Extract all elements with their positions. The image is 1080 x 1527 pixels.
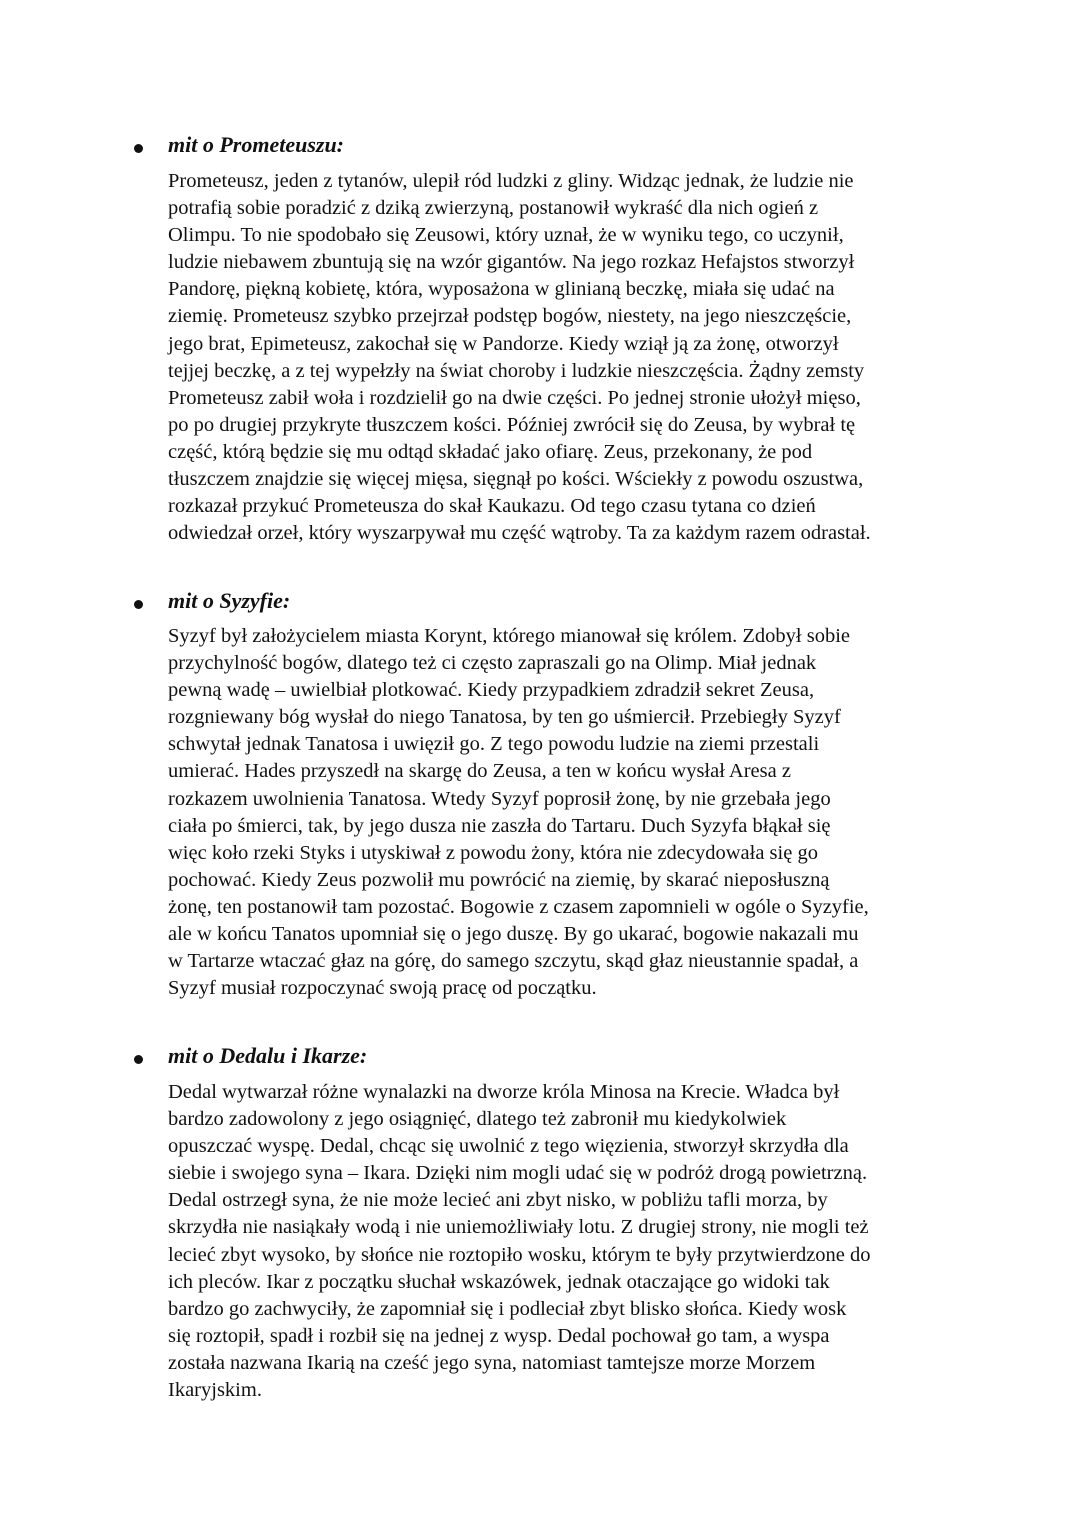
text-line: bardzo zadowolony z jego osiągnięć, dlatego też zabronił mu kiedykolwiek (168, 1108, 787, 1131)
text-line: więc koło rzeki Styks i utyskiwał z powodu żony, która nie zdecydowała się go (168, 841, 818, 864)
text-line: Dedal wytwarzał różne wynalazki na dworze króla Minosa na Krecie. Władca był (168, 1081, 840, 1103)
section-heading: mit o Syzyfie: (168, 588, 291, 613)
text-line: w Tartarze wtaczać głaz na górę, do samego szczytu, skąd głaz nieustannie spadał, a (168, 950, 859, 973)
text-line: umierać. Hades przyszedł na skargę do Zeusa, a ten w końcu wysłał Aresa z (168, 760, 791, 783)
text-line: bardzo go zachwyciły, że zapomniał się i podleciał zbyt blisko słońca. Kiedy wosk (168, 1297, 847, 1320)
text-line: Pandorę, piękną kobietę, która, wyposażona w glinianą beczkę, miała się udać na (168, 278, 835, 301)
text-line: potrafią sobie poradzić z dziką zwierzyną, postanowił wykraść dla nich ogień z (168, 197, 819, 220)
text-line: schwytał jednak Tanatosa i uwięził go. Z tego powodu ludzie na ziemi przestali (168, 733, 820, 756)
section-paragraph (168, 623, 998, 1002)
section-heading: mit o Prometeuszu: (168, 132, 345, 157)
text-line: skrzydła nie nasiąkały wodą i nie uniemożliwiały lotu. Z drugiej strony, nie mogli też (168, 1216, 869, 1239)
text-line: Olimpu. To nie spodobało się Zeusowi, który uznał, że w wyniku tego, co uczynił, (168, 224, 844, 247)
text-line: rozkazem uwolnienia Tanatosa. Wtedy Syzyf poprosił żonę, by nie grzebała jego (168, 787, 831, 810)
text-line: Prometeusz, jeden z tytanów, ulepił ród ludzki z gliny. Widząc jednak, że ludzie nie (168, 170, 854, 192)
text-line: Syzyf musiał rozpoczynać swoją pracę od początku. (168, 977, 597, 1000)
text-line: Syzyf był założycielem miasta Korynt, którego mianował się królem. Zdobył sobie (168, 625, 851, 647)
text-line: ale w końcu Tanatos upomniał się o jego duszę. By go ukarać, bogowie nakazali mu (168, 923, 859, 946)
section-paragraph (168, 1079, 998, 1404)
text-line: ciała po śmierci, tak, by jego dusza nie zaszła do Tartaru. Duch Syzyfa błąkał się (168, 814, 831, 837)
text-line: została nazwana Ikarią na cześć jego syna, natomiast tamtejsze morze Morzem (168, 1351, 816, 1374)
text-line: się roztopił, spadł i rozbił się na jednej z wysp. Dedal pochował go tam, a wyspa (168, 1324, 830, 1347)
text-line: ich pleców. Ikar z początku słuchał wskazówek, jednak otaczające go widoki tak (168, 1270, 830, 1293)
text-line: odwiedzał orzeł, który wyszarpywał mu część wątroby. Ta za każdym razem odrastał. (168, 522, 871, 545)
text-line: Prometeusz zabił woła i rozdzielił go na dwie części. Po jednej stronie ułożył mięso, (168, 386, 861, 409)
section-heading: mit o Dedalu i Ikarze: (168, 1043, 368, 1068)
text-line: opuszczać wyspę. Dedal, chcąc się uwolnić z tego więzienia, stworzył skrzydła dla (168, 1135, 849, 1158)
bullet-icon (134, 144, 143, 153)
text-line: rozkazał przykuć Prometeusza do skał Kaukazu. Od tego czasu tytana co dzień (168, 495, 816, 518)
text-line: tejjej beczkę, a z tej wypełzły na świat choroby i ludzkie nieszczęścia. Żądny zemsty (168, 359, 865, 382)
text-line: po po drugiej przykryte tłuszczem kości. Później zwrócił się do Zeusa, by wybrał tę (168, 413, 856, 436)
text-line: lecieć zbyt wysoko, by słońce nie roztopiło wosku, którym te były przytwierdzone do (168, 1243, 871, 1266)
bullet-icon (134, 1055, 143, 1064)
section-paragraph (168, 168, 998, 547)
text-line: Dedal ostrzegł syna, że nie może lecieć ani zbyt nisko, w pobliżu tafli morza, by (168, 1189, 828, 1212)
text-line: ludzie niebawem zbuntują się na wzór gigantów. Na jego rozkaz Hefajstos stworzył (168, 251, 855, 274)
text-line: jego brat, Epimeteusz, zakochał się w Pandorze. Kiedy wziął ją za żonę, otworzył (168, 332, 839, 355)
text-line: pochować. Kiedy Zeus pozwolił mu powrócić na ziemię, by skarać nieposłuszną (168, 868, 830, 891)
bullet-icon (134, 600, 143, 609)
text-line: tłuszczem znajdzie się więcej mięsa, sięgnął po kości. Wściekły z powodu oszustwa, (168, 468, 864, 491)
text-line: siebie i swojego syna – Ikara. Dzięki nim mogli udać się w podróż drogą powietrzną. (168, 1162, 868, 1185)
text-line: przychylność bogów, dlatego też ci często zapraszali go na Olimp. Miał jednak (168, 652, 817, 675)
text-line: część, którą będzie się mu odtąd składać jako ofiarę. Zeus, przekonany, że pod (168, 440, 813, 463)
text-line: pewną wadę – uwielbiał plotkować. Kiedy przypadkiem zdradził sekret Zeusa, (168, 679, 815, 702)
text-line: rozgniewany bóg wysłał do niego Tanatosa, by ten go uśmiercił. Przebiegły Syzyf (168, 706, 841, 729)
text-line: żonę, ten postanowił tam pozostać. Bogowie z czasem zapomnieli w ogóle o Syzyfie, (168, 895, 869, 918)
text-line: ziemię. Prometeusz szybko przejrzał podstęp bogów, niestety, na jego nieszczęście, (168, 305, 852, 328)
text-line: Ikaryjskim. (168, 1379, 262, 1402)
